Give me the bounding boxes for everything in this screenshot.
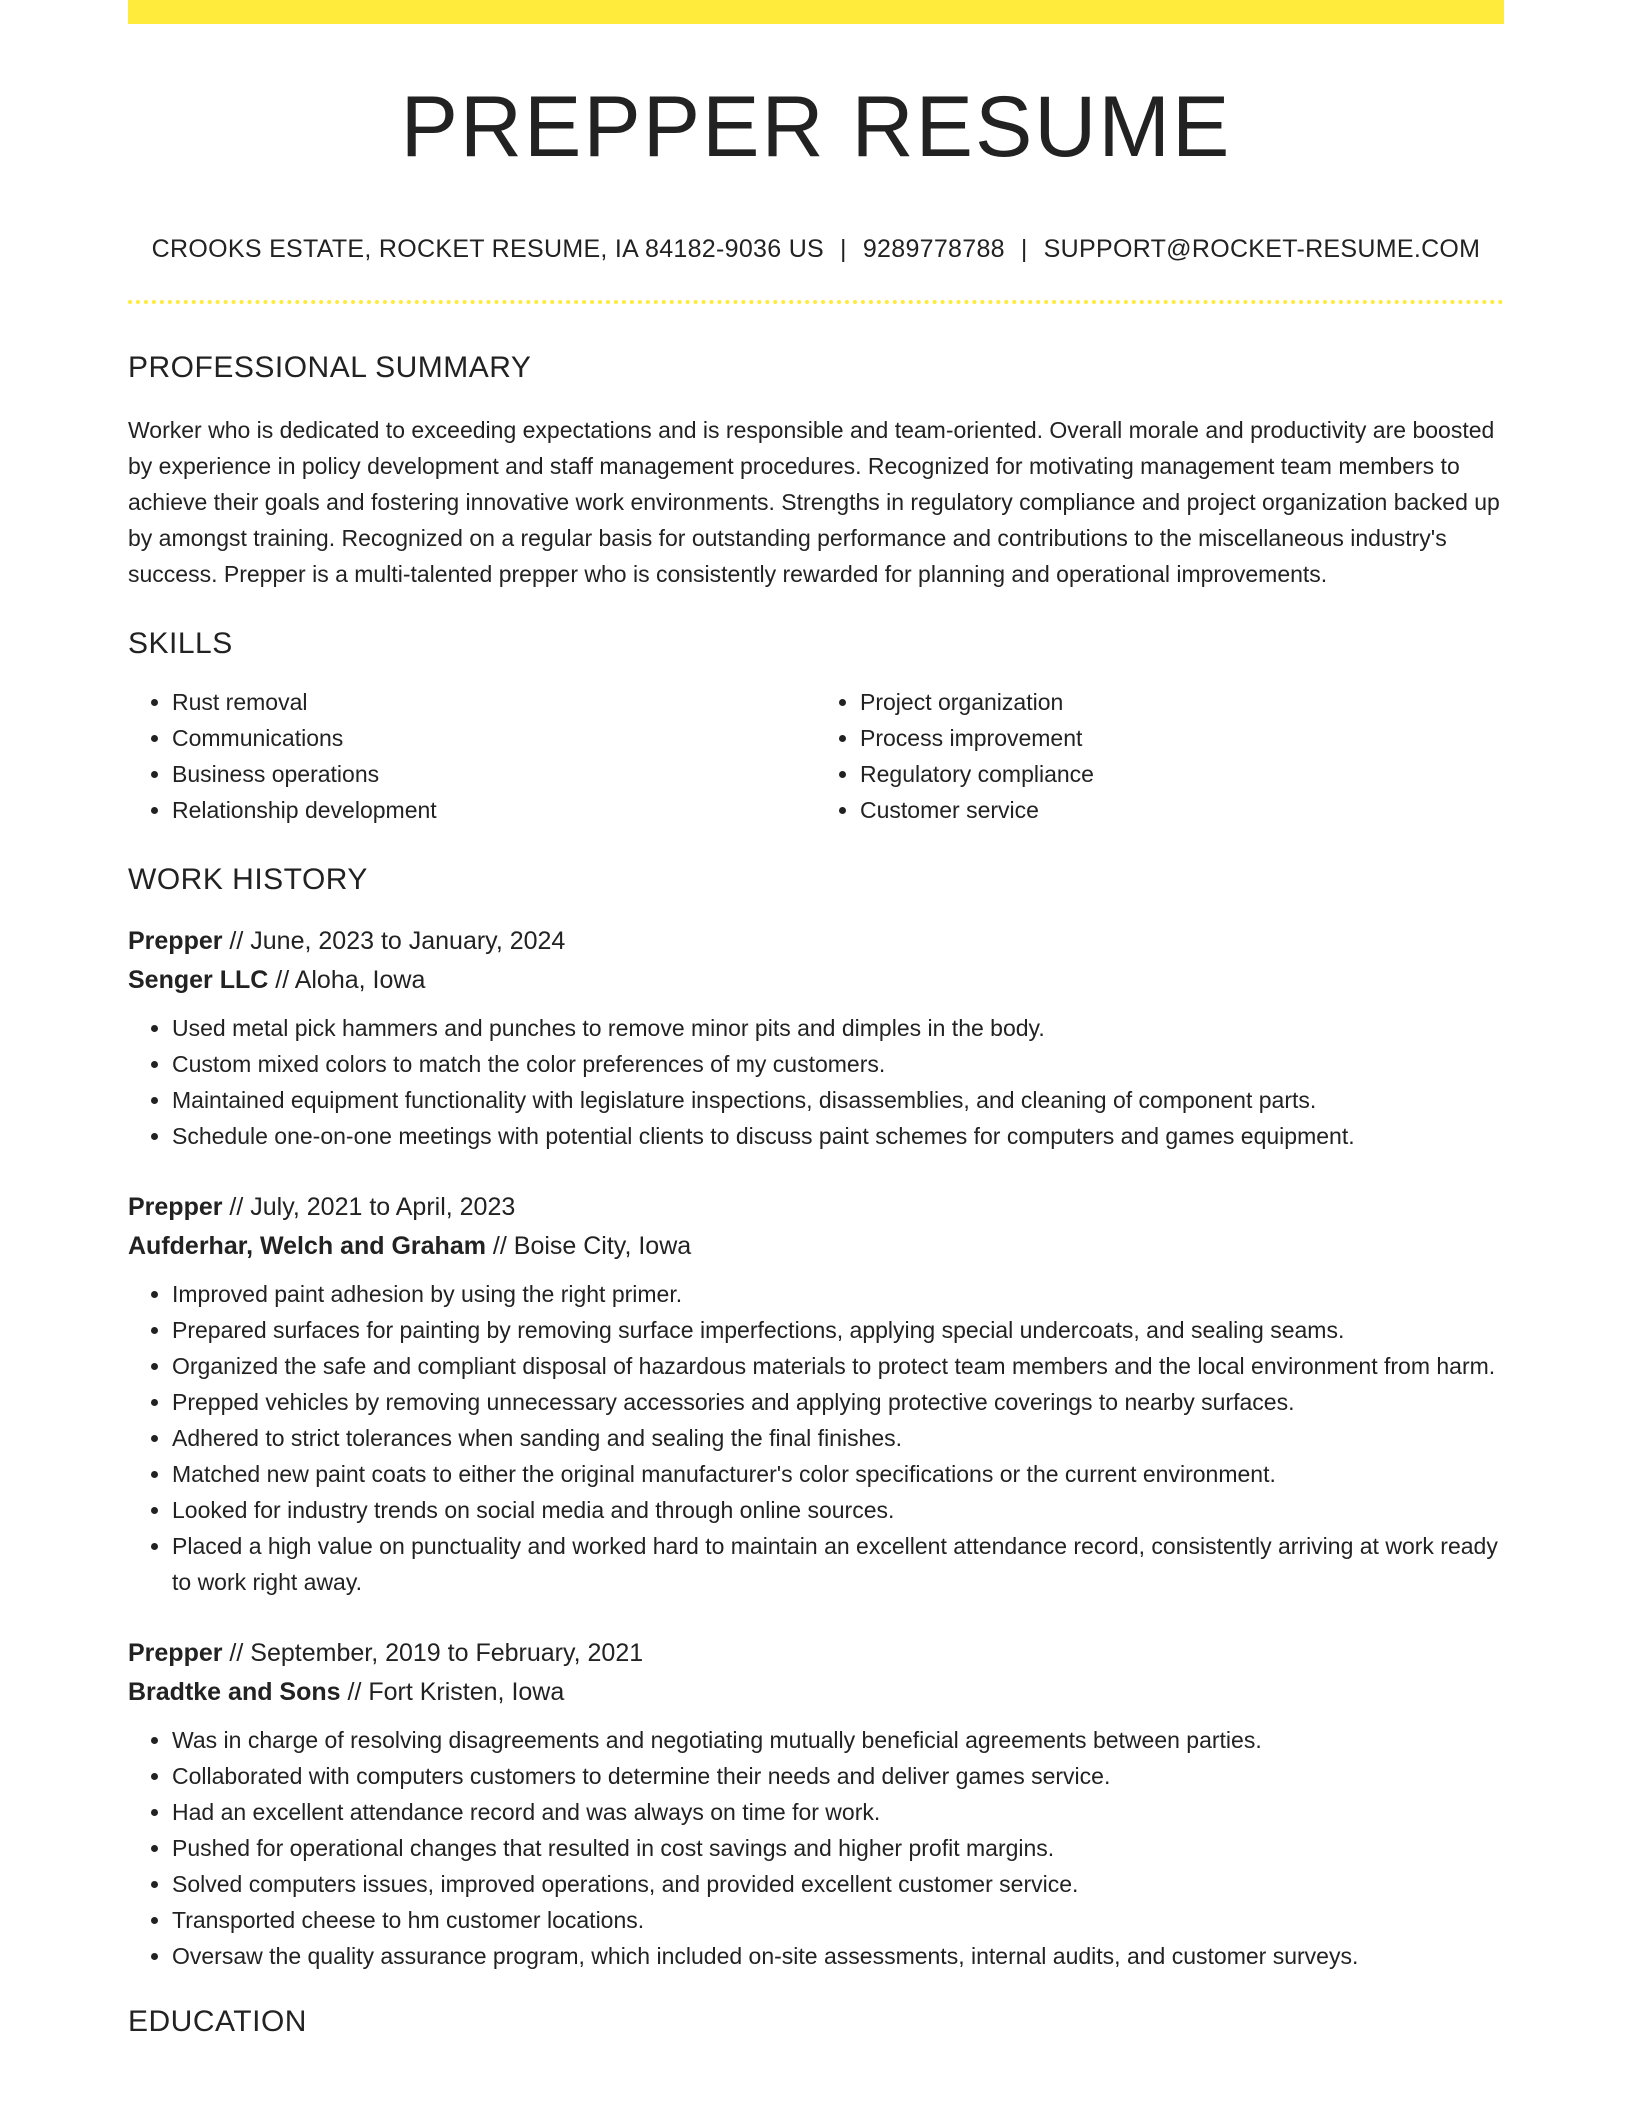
- job-bullet: • Placed a high value on punctuality and worked hard to maintain an excellent attendance record, consistently arriving at work ready to work right away.: [172, 1528, 1504, 1600]
- job-bullet: • Adhered to strict tolerances when sanding and sealing the final finishes.: [172, 1420, 1504, 1456]
- job-bullets: [128, 1276, 1504, 1600]
- job-company-line: [128, 1227, 1504, 1266]
- job-role: Prepper: [128, 1639, 223, 1667]
- job-bullet: • Pushed for operational changes that resulted in cost savings and higher profit margins.: [172, 1830, 1504, 1866]
- resume-page: [128, 0, 1504, 2040]
- job-separator: //: [485, 1232, 514, 1260]
- job-company-line: [128, 961, 1504, 1000]
- job-bullet: • Used metal pick hammers and punches to remove minor pits and dimples in the body.: [172, 1010, 1504, 1046]
- contact-separator: |: [840, 235, 847, 263]
- job-separator: //: [340, 1678, 369, 1706]
- job-bullet: • Prepared surfaces for painting by removing surface imperfections, applying special undercoats, and sealing seams.: [172, 1312, 1504, 1348]
- contact-address: CROOKS ESTATE, ROCKET RESUME, IA 84182-9036 US: [151, 235, 825, 263]
- job-company: Bradtke and Sons: [128, 1678, 341, 1706]
- job-bullet: • Looked for industry trends on social media and through online sources.: [172, 1492, 1504, 1528]
- job-bullet: • Maintained equipment functionality with legislature inspections, disassemblies, and cleaning of component parts.: [172, 1082, 1504, 1118]
- skill-item: • Regulatory compliance: [860, 756, 1504, 792]
- job-separator: //: [268, 966, 295, 994]
- contact-email[interactable]: SUPPORT@ROCKET-RESUME.COM: [1043, 235, 1481, 263]
- skill-item: • Customer service: [860, 792, 1504, 828]
- job-bullet: • Matched new paint coats to either the original manufacturer's color specifications or the current environment.: [172, 1456, 1504, 1492]
- skill-item: • Rust removal: [172, 684, 816, 720]
- job-bullets: [128, 1722, 1504, 1974]
- job-location: Fort Kristen, Iowa: [368, 1678, 565, 1706]
- job-bullet: • Improved paint adhesion by using the right primer.: [172, 1276, 1504, 1312]
- job-bullet: • Prepped vehicles by removing unnecessary accessories and applying protective coverings to nearby surfaces.: [172, 1384, 1504, 1420]
- summary-heading: PROFESSIONAL SUMMARY: [128, 351, 532, 384]
- top-accent-bar: [128, 0, 1504, 24]
- header-divider: [128, 300, 1504, 304]
- job-title-line: [128, 1188, 1504, 1227]
- skills-heading: SKILLS: [128, 627, 233, 660]
- job-bullet: • Oversaw the quality assurance program, which included on-site assessments, internal audits, and customer surveys.: [172, 1938, 1504, 1974]
- job-bullet: • Organized the safe and compliant disposal of hazardous materials to protect team members and the local environment from harm.: [172, 1348, 1504, 1384]
- skill-item: • Relationship development: [172, 792, 816, 828]
- skill-item: • Business operations: [172, 756, 816, 792]
- skill-item: • Process improvement: [860, 720, 1504, 756]
- job-bullet: • Was in charge of resolving disagreements and negotiating mutually beneficial agreements between parties.: [172, 1722, 1504, 1758]
- skills-column-right: [816, 684, 1504, 828]
- skill-item: • Communications: [172, 720, 816, 756]
- job-company-line: [128, 1673, 1504, 1712]
- job-title-line: [128, 922, 1504, 961]
- job-bullet: • Schedule one-on-one meetings with potential clients to discuss paint schemes for computers and games equipment.: [172, 1118, 1504, 1154]
- education-heading: EDUCATION: [128, 2005, 307, 2038]
- job-bullet: • Had an excellent attendance record and was always on time for work.: [172, 1794, 1504, 1830]
- contact-line: [128, 234, 1504, 264]
- job-title-line: [128, 1634, 1504, 1673]
- job-location: Aloha, Iowa: [294, 966, 426, 994]
- job-separator: //: [222, 1193, 251, 1221]
- job-company: Aufderhar, Welch and Graham: [128, 1232, 486, 1260]
- job-dates: September, 2019 to February, 2021: [250, 1639, 644, 1667]
- job-separator: //: [222, 927, 251, 955]
- job-entry: [128, 1188, 1504, 1600]
- job-bullets: [128, 1010, 1504, 1154]
- job-bullet: • Transported cheese to hm customer locations.: [172, 1902, 1504, 1938]
- job-entry: [128, 922, 1504, 1154]
- job-company: Senger LLC: [128, 966, 269, 994]
- contact-separator: |: [1020, 235, 1028, 263]
- job-bullet: • Collaborated with computers customers to determine their needs and deliver games service.: [172, 1758, 1504, 1794]
- job-separator: //: [222, 1639, 251, 1667]
- summary-text: Worker who is dedicated to exceeding expectations and is responsible and team-oriented. Overall morale and productivity are boosted by experience in policy development and staff management procedures. Recognized for motivating management team members to achieve their goals and fostering innovative work environments. Strengths in regulatory compliance and project organization backed up by amongst training. Recognized on a regular basis for outstanding performance and contributions to the miscellaneous industry's success. Prepper is a multi-talented prepper who is consistently rewarded for planning and operational improvements.: [128, 417, 1500, 587]
- job-entry: [128, 1634, 1504, 1974]
- job-role: Prepper: [128, 927, 223, 955]
- job-bullet: • Solved computers issues, improved operations, and provided excellent customer service.: [172, 1866, 1504, 1902]
- skills-column-left: [128, 684, 816, 828]
- contact-phone[interactable]: 9289778788: [862, 235, 1005, 263]
- job-dates: July, 2021 to April, 2023: [250, 1193, 516, 1221]
- job-bullet: • Custom mixed colors to match the color preferences of my customers.: [172, 1046, 1504, 1082]
- job-location: Boise City, Iowa: [513, 1232, 692, 1260]
- resume-name: PREPPER RESUME: [400, 79, 1232, 175]
- skills-list: [128, 684, 1504, 828]
- work-history-heading: WORK HISTORY: [128, 863, 368, 896]
- job-dates: June, 2023 to January, 2024: [250, 927, 566, 955]
- job-role: Prepper: [128, 1193, 223, 1221]
- skill-item: • Project organization: [860, 684, 1504, 720]
